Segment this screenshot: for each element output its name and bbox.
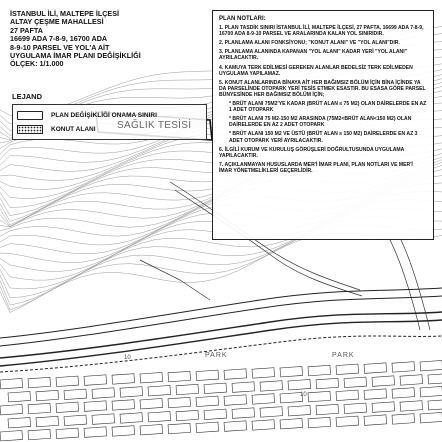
city-block	[176, 384, 199, 395]
city-block	[224, 369, 247, 380]
title-block	[10, 10, 200, 69]
city-block	[168, 397, 191, 408]
city-block	[196, 396, 219, 407]
city-block	[224, 421, 247, 432]
city-block	[336, 390, 359, 401]
legend-label: PLAN DEĞİŞİKLİĞİ ONAMA SINIRI	[51, 111, 157, 119]
city-block	[316, 378, 339, 389]
city-block	[0, 430, 23, 441]
city-block	[8, 391, 31, 402]
city-block	[36, 390, 59, 401]
city-block	[308, 391, 331, 402]
plan-note: 6. İLGİLİ KURUM VE KURULUŞ GÖRÜŞLERİ DOĞRULTUSUNDA UYGULAMA YAPILACAKTIR.	[219, 146, 405, 159]
title-line: 27 PAFTA	[10, 25, 43, 35]
city-block	[196, 422, 219, 433]
city-block	[232, 382, 255, 393]
city-block	[260, 407, 283, 418]
city-block	[140, 372, 163, 383]
city-block	[84, 375, 107, 386]
city-block	[288, 405, 311, 416]
city-block	[84, 427, 107, 438]
city-block	[364, 389, 387, 400]
city-block	[8, 417, 31, 428]
city-block	[400, 401, 423, 412]
title-line: ALTAY ÇEŞME MAHALLESİ	[10, 17, 104, 27]
city-block	[392, 388, 415, 399]
road-number-label: 10	[300, 392, 307, 398]
city-block	[364, 415, 387, 426]
city-block	[252, 420, 275, 431]
city-blocks	[0, 360, 442, 441]
city-block	[28, 403, 51, 414]
city-block	[140, 424, 163, 435]
city-block	[420, 360, 442, 371]
title-line: İSTANBUL İLİ, MALTEPE İLÇESİ	[10, 9, 120, 18]
city-block	[344, 403, 367, 414]
city-block	[336, 364, 359, 375]
plan-notes-panel	[212, 10, 434, 240]
city-block	[428, 373, 442, 384]
title-line: UYGULAMA İMAR PLANI DEĞİŞİKLİĞİ	[10, 51, 141, 61]
plan-note: 1. PLAN TASDİK SINIRI İSTANBUL İLİ, MALTEPE İLÇESİ, 27 PAFTA, 16699 ADA 7-8-9, 16700 ADA 8-9-10 PARSEL VE ARALARINDA KALAN YOL SINIRIDIR.	[219, 25, 424, 38]
city-block	[64, 415, 87, 426]
city-block	[204, 409, 227, 420]
plan-note: 5. KONUT ALANLARINDA BİNAYA AİT HER BAĞIMSIZ BÖLÜM İÇİN BİNA İÇİNDE YA DA PARSELİNDE OTOPARK YERİ TESİS ETMEK ESASTIR. BU ESASA GÖRE PARSEL BÜNYESİNDE HER BAĞIMSIZ BÖLÜM İÇİN;	[219, 79, 426, 98]
road-number-label: 10	[124, 355, 131, 361]
boundary-line-swatch-icon	[17, 111, 43, 120]
highway	[0, 288, 442, 372]
plan-note: 7. AÇIKLANMAYAN HUSUSLARDA MER'İ İMAR PLANI, PLAN NOTLARI VE MER'İ İMAR YÖNETMELİKLERİ GEÇERLİDİR.	[219, 161, 413, 174]
city-block	[64, 389, 87, 400]
city-block	[56, 428, 79, 439]
city-block	[252, 368, 275, 379]
legend-label: KONUT ALANI	[51, 125, 96, 133]
city-block	[372, 402, 395, 413]
city-block	[140, 398, 163, 409]
city-block	[120, 413, 143, 424]
city-block	[112, 400, 135, 411]
city-block	[92, 414, 115, 425]
city-block	[56, 402, 79, 413]
city-block	[420, 412, 442, 423]
city-block	[0, 378, 23, 389]
city-block	[252, 394, 275, 405]
city-block	[0, 404, 23, 415]
city-block	[36, 416, 59, 427]
legend-title: LEJAND	[12, 92, 43, 101]
plan-note: 3. PLANLAMA ALANINDA KAPANAN "YOL ALANI" KADAR YERİ "YOL ALANI" AYRILACAKTIR.	[219, 49, 408, 62]
city-block	[176, 410, 199, 421]
city-block	[92, 388, 115, 399]
city-block	[224, 395, 247, 406]
city-block	[168, 371, 191, 382]
city-block	[372, 376, 395, 387]
city-block	[120, 387, 143, 398]
city-block	[316, 404, 339, 415]
contour-line	[0, 233, 442, 312]
plan-note-sub: * BRÜT ALANI 150 M2 VE ÜSTÜ (BRÜT ALAN ≥ 150 M2) DAİRELERDE EN AZ 3 ADET OTOPARK YERİ AYRILACAKTIR.	[229, 131, 418, 144]
city-block	[288, 379, 311, 390]
city-block	[56, 376, 79, 387]
map-label-saglik-tesisi: SAĞLIK TESİSİ	[117, 120, 192, 131]
city-block	[148, 411, 171, 422]
plan-note-sub: * BRÜT ALANI 75M2'YE KADAR (BRÜT ALAN ≤ 75 M2) OLAN DAİRELERDE EN AZ 1 ADET OTOPARK	[229, 101, 427, 114]
city-block	[112, 374, 135, 385]
city-block	[196, 370, 219, 381]
city-block	[260, 381, 283, 392]
city-block	[112, 426, 135, 437]
scale-label: ÖLÇEK: 1/1.000	[10, 59, 64, 69]
city-block	[392, 414, 415, 425]
city-block	[84, 401, 107, 412]
city-block	[28, 429, 51, 440]
city-block	[308, 365, 331, 376]
city-block	[364, 363, 387, 374]
title-line: 16699 ADA 7-8-9, 16700 ADA	[10, 34, 108, 44]
city-block	[280, 366, 303, 377]
city-block	[420, 386, 442, 397]
city-block	[344, 377, 367, 388]
city-block	[168, 423, 191, 434]
title-line: 8-9-10 PARSEL VE YOL'A AİT	[10, 42, 110, 52]
plan-note: 2. PLANLAMA ALANI FONKSİYONU; "KONUT ALANI" VE "YOL ALANI"DIR.	[219, 40, 400, 47]
map-label-park: PARK	[205, 352, 228, 359]
city-block	[392, 362, 415, 373]
residential-dotted-swatch-icon	[17, 125, 43, 134]
map-label-park: PARK	[332, 352, 355, 359]
city-block	[428, 399, 442, 410]
city-block	[308, 417, 331, 428]
plan-notes-title: PLAN NOTLARI:	[219, 16, 266, 22]
city-block	[336, 416, 359, 427]
city-block	[204, 383, 227, 394]
city-block	[28, 377, 51, 388]
city-block	[232, 408, 255, 419]
plan-note-sub: * BRÜT ALANI 75 M2-150 M2 ARASINDA (75M2<BRÜT ALAN<150 M2) OLAN DAİRELERDE EN AZ 2 ADET OTOPARK	[229, 116, 412, 129]
city-block	[148, 385, 171, 396]
city-block	[280, 418, 303, 429]
plan-note: 4. KAMUYA TERK EDİLMESİ GEREKEN ALANLAR BEDELSİZ TERK EDİLMEDEN UYGULAMA YAPILAMAZ.	[219, 64, 413, 77]
city-block	[400, 375, 423, 386]
